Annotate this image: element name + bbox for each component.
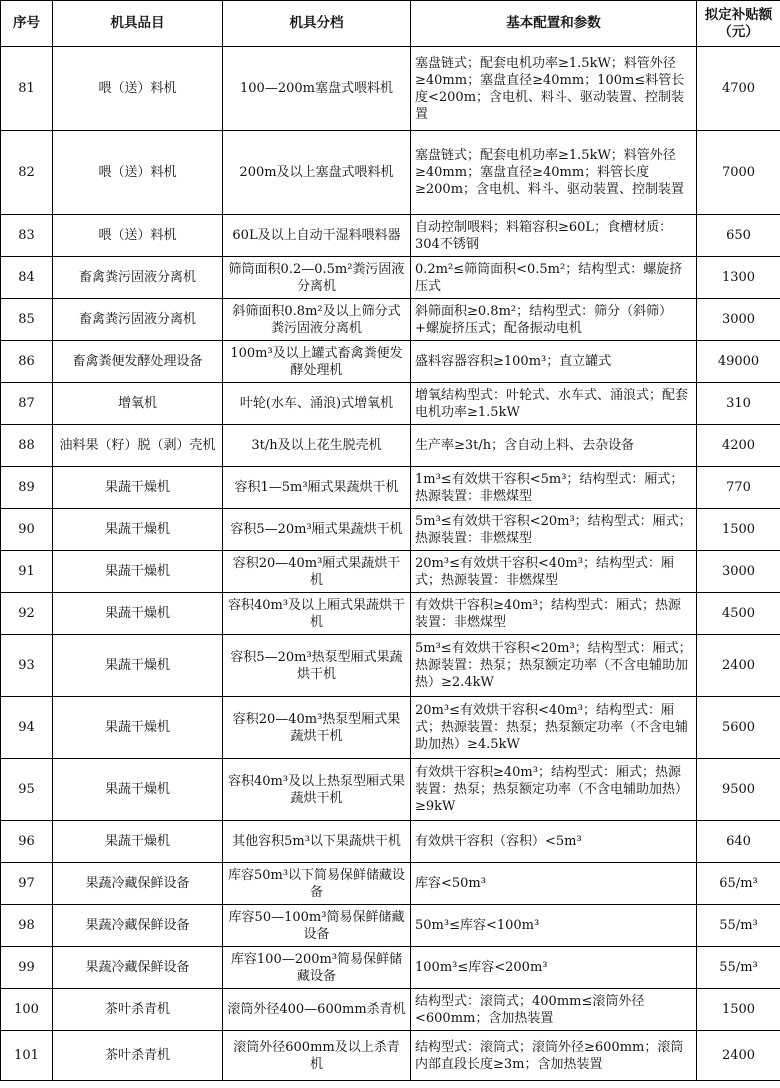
cell-class: 100—200m塞盘式喂料机	[223, 47, 411, 131]
cell-no: 93	[1, 635, 53, 697]
cell-subsidy: 9500	[697, 759, 780, 821]
cell-item: 果蔬冷藏保鲜设备	[53, 863, 223, 905]
cell-item: 果蔬冷藏保鲜设备	[53, 905, 223, 947]
table-row	[1, 905, 780, 947]
cell-item: 茶叶杀青机	[53, 1031, 223, 1081]
cell-spec: 5m³≤有效烘干容积<20m³；结构型式：厢式；热源装置：热泵；热泵额定功率（不含电辅助加热）≥2.4kW	[411, 635, 697, 697]
cell-item: 喂（送）料机	[53, 47, 223, 131]
cell-spec: 结构型式：滚筒式；400mm≤滚筒外径<600mm；含加热装置	[411, 989, 697, 1031]
header-row	[1, 1, 780, 47]
cell-subsidy: 310	[697, 383, 780, 425]
table-row	[1, 593, 780, 635]
header-subsidy: 拟定补贴额（元）	[697, 1, 780, 47]
cell-subsidy: 640	[697, 821, 780, 863]
cell-spec: 斜筛面积≥0.8m²；结构型式：筛分（斜筛）+螺旋挤压式；配备振动电机	[411, 299, 697, 341]
cell-subsidy: 7000	[697, 131, 780, 215]
table-row	[1, 947, 780, 989]
cell-item: 畜禽粪污固液分离机	[53, 257, 223, 299]
cell-no: 82	[1, 131, 53, 215]
cell-no: 91	[1, 551, 53, 593]
cell-spec: 5m³≤有效烘干容积<20m³；结构型式：厢式；热源装置：非燃煤型	[411, 509, 697, 551]
cell-spec: 结构型式：滚筒式；滚筒外径≥600mm；滚筒内部直段长度≥3m；含加热装置	[411, 1031, 697, 1081]
cell-spec: 20m³≤有效烘干容积<40m³；结构型式：厢式；热源装置：非燃煤型	[411, 551, 697, 593]
cell-item: 畜禽粪污固液分离机	[53, 299, 223, 341]
cell-no: 99	[1, 947, 53, 989]
cell-item: 果蔬干燥机	[53, 697, 223, 759]
header-item: 机具品目	[53, 1, 223, 47]
cell-subsidy: 4200	[697, 425, 780, 467]
cell-no: 98	[1, 905, 53, 947]
cell-no: 83	[1, 215, 53, 257]
cell-spec: 有效烘干容积≥40m³；结构型式：厢式；热源装置：非燃煤型	[411, 593, 697, 635]
cell-class: 容积5—20m³热泵型厢式果蔬烘干机	[223, 635, 411, 697]
table-row	[1, 635, 780, 697]
cell-no: 96	[1, 821, 53, 863]
table-row	[1, 215, 780, 257]
table-row	[1, 821, 780, 863]
header-class: 机具分档	[223, 1, 411, 47]
cell-item: 油料果（籽）脱（剥）壳机	[53, 425, 223, 467]
cell-class: 其他容积5m³以下果蔬烘干机	[223, 821, 411, 863]
cell-subsidy: 5600	[697, 697, 780, 759]
cell-no: 85	[1, 299, 53, 341]
cell-no: 84	[1, 257, 53, 299]
cell-spec: 库容<50m³	[411, 863, 697, 905]
cell-item: 茶叶杀青机	[53, 989, 223, 1031]
table-row	[1, 299, 780, 341]
cell-spec: 塞盘链式；配套电机功率≥1.5kW；料管外径≥40mm；塞盘直径≥40mm；100m≤料管长度<200m；含电机、料斗、驱动装置、控制装置	[411, 47, 697, 131]
cell-subsidy: 770	[697, 467, 780, 509]
cell-subsidy: 65/m³	[697, 863, 780, 905]
table-row	[1, 989, 780, 1031]
cell-spec: 20m³≤有效烘干容积<40m³；结构型式：厢式；热源装置：热泵；热泵额定功率（不含电辅助加热）≥4.5kW	[411, 697, 697, 759]
cell-no: 90	[1, 509, 53, 551]
cell-class: 叶轮(水车、涌浪)式增氧机	[223, 383, 411, 425]
cell-spec: 50m³≤库容<100m³	[411, 905, 697, 947]
cell-no: 88	[1, 425, 53, 467]
table-row	[1, 383, 780, 425]
cell-item: 果蔬干燥机	[53, 551, 223, 593]
cell-item: 果蔬干燥机	[53, 821, 223, 863]
cell-subsidy: 2400	[697, 1031, 780, 1081]
cell-item: 喂（送）料机	[53, 131, 223, 215]
cell-spec: 增氧结构型式：叶轮式、水车式、涌浪式；配套电机功率≥1.5kW	[411, 383, 697, 425]
cell-subsidy: 49000	[697, 341, 780, 383]
table-row	[1, 1031, 780, 1081]
cell-no: 89	[1, 467, 53, 509]
table-row	[1, 341, 780, 383]
cell-item: 畜禽粪便发酵处理设备	[53, 341, 223, 383]
cell-subsidy: 4700	[697, 47, 780, 131]
cell-subsidy: 1500	[697, 989, 780, 1031]
cell-item: 果蔬干燥机	[53, 759, 223, 821]
cell-no: 97	[1, 863, 53, 905]
cell-subsidy: 55/m³	[697, 905, 780, 947]
cell-class: 容积1—5m³厢式果蔬烘干机	[223, 467, 411, 509]
cell-spec: 100m³≤库容<200m³	[411, 947, 697, 989]
header-spec: 基本配置和参数	[411, 1, 697, 47]
cell-subsidy: 1300	[697, 257, 780, 299]
cell-no: 94	[1, 697, 53, 759]
cell-spec: 有效烘干容积≥40m³；结构型式：厢式；热源装置：热泵；热泵额定功率（不含电辅助加热）≥9kW	[411, 759, 697, 821]
cell-class: 容积40m³及以上热泵型厢式果蔬烘干机	[223, 759, 411, 821]
cell-class: 100m³及以上罐式畜禽粪便发酵处理机	[223, 341, 411, 383]
cell-no: 92	[1, 593, 53, 635]
cell-no: 86	[1, 341, 53, 383]
cell-subsidy: 4500	[697, 593, 780, 635]
cell-class: 60L及以上自动干湿料喂料器	[223, 215, 411, 257]
cell-item: 果蔬干燥机	[53, 593, 223, 635]
table-row	[1, 697, 780, 759]
cell-item: 增氧机	[53, 383, 223, 425]
table-row	[1, 863, 780, 905]
cell-item: 喂（送）料机	[53, 215, 223, 257]
table-row	[1, 467, 780, 509]
header-no: 序号	[1, 1, 53, 47]
cell-class: 3t/h及以上花生脱壳机	[223, 425, 411, 467]
cell-subsidy: 3000	[697, 299, 780, 341]
cell-class: 库容100—200m³简易保鲜储藏设备	[223, 947, 411, 989]
cell-spec: 0.2m²≤筛筒面积<0.5m²；结构型式：螺旋挤压式	[411, 257, 697, 299]
table-row	[1, 257, 780, 299]
cell-spec: 1m³≤有效烘干容积<5m³；结构型式：厢式；热源装置：非燃煤型	[411, 467, 697, 509]
cell-class: 容积20—40m³热泵型厢式果蔬烘干机	[223, 697, 411, 759]
cell-item: 果蔬干燥机	[53, 509, 223, 551]
table-row	[1, 47, 780, 131]
cell-class: 滚筒外径600mm及以上杀青机	[223, 1031, 411, 1081]
cell-class: 容积5—20m³厢式果蔬烘干机	[223, 509, 411, 551]
cell-no: 81	[1, 47, 53, 131]
cell-class: 容积40m³及以上厢式果蔬烘干机	[223, 593, 411, 635]
cell-spec: 生产率≥3t/h；含自动上料、去杂设备	[411, 425, 697, 467]
cell-no: 100	[1, 989, 53, 1031]
cell-spec: 自动控制喂料；料箱容积≥60L；食槽材质：304不锈钢	[411, 215, 697, 257]
cell-class: 筛筒面积0.2—0.5m²粪污固液分离机	[223, 257, 411, 299]
cell-subsidy: 2400	[697, 635, 780, 697]
table-row	[1, 131, 780, 215]
cell-spec: 有效烘干容积（容积）<5m³	[411, 821, 697, 863]
cell-no: 95	[1, 759, 53, 821]
table-row	[1, 551, 780, 593]
cell-subsidy: 650	[697, 215, 780, 257]
table-row	[1, 425, 780, 467]
cell-subsidy: 55/m³	[697, 947, 780, 989]
cell-item: 果蔬干燥机	[53, 635, 223, 697]
table-row	[1, 759, 780, 821]
cell-item: 果蔬冷藏保鲜设备	[53, 947, 223, 989]
cell-class: 200m及以上塞盘式喂料机	[223, 131, 411, 215]
cell-class: 库容50—100m³简易保鲜储藏设备	[223, 905, 411, 947]
cell-no: 87	[1, 383, 53, 425]
cell-item: 果蔬干燥机	[53, 467, 223, 509]
cell-class: 库容50m³以下简易保鲜储藏设备	[223, 863, 411, 905]
cell-no: 101	[1, 1031, 53, 1081]
table-row	[1, 509, 780, 551]
cell-subsidy: 1500	[697, 509, 780, 551]
cell-subsidy: 3000	[697, 551, 780, 593]
cell-class: 容积20—40m³厢式果蔬烘干机	[223, 551, 411, 593]
cell-class: 滚筒外径400—600mm杀青机	[223, 989, 411, 1031]
cell-class: 斜筛面积0.8m²及以上筛分式粪污固液分离机	[223, 299, 411, 341]
cell-spec: 塞盘链式；配套电机功率≥1.5kW；料管外径≥40mm；塞盘直径≥40mm；料管长度≥200m；含电机、料斗、驱动装置、控制装置	[411, 131, 697, 215]
cell-spec: 盛料容器容积≥100m³；直立罐式	[411, 341, 697, 383]
